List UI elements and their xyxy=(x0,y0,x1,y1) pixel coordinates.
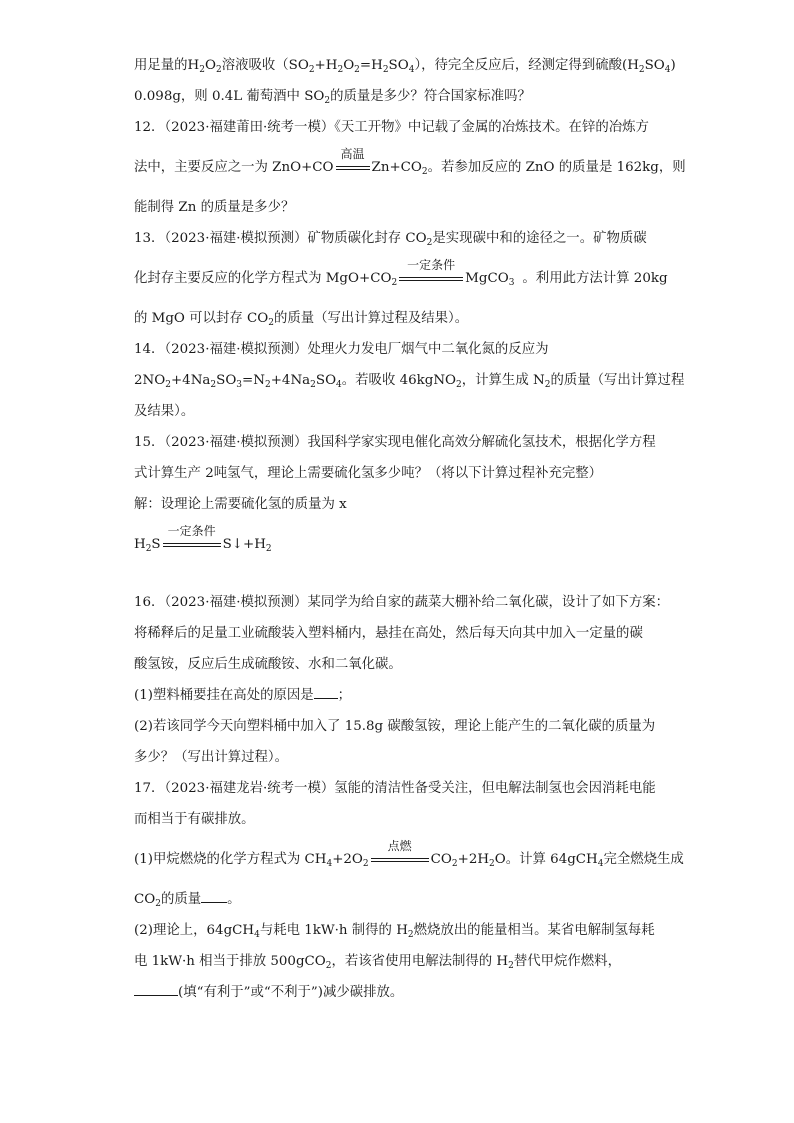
text: MgCO xyxy=(465,271,509,286)
text: 。计算 64gCH xyxy=(505,852,598,867)
text: 是实现碳中和的途径之一。矿物质碳 xyxy=(432,231,647,246)
text: 完全燃烧生成 xyxy=(603,852,684,867)
answer-blank[interactable] xyxy=(134,983,178,996)
text: 的质量是多少？符合国家标准吗？ xyxy=(330,89,531,104)
question-12-line-2 xyxy=(134,147,686,178)
subscript: 2 xyxy=(265,544,272,554)
text: SO xyxy=(216,373,237,388)
text: 13．（2023·福建·模拟预测）矿物质碳化封存 CO xyxy=(134,231,427,246)
text-line xyxy=(134,87,662,107)
subscript: 2 xyxy=(382,65,389,75)
text: ； xyxy=(337,688,352,703)
text: +4Na xyxy=(270,373,311,388)
text: SO xyxy=(644,58,665,73)
subscript: 2 xyxy=(325,961,332,971)
text: (2)若该同学今天向塑料桶中加入了 15.8g 碳酸氢铵，理论上能产生的二氧化碳的质量为 xyxy=(134,719,656,734)
subscript: 2 xyxy=(165,380,171,390)
text: 。 xyxy=(227,892,241,907)
text: 能制得 Zn 的质量是多少？ xyxy=(134,200,295,215)
text: +4Na xyxy=(170,373,211,388)
text: 化封存主要反应的化学方程式为 MgO+CO xyxy=(134,271,392,286)
question-15-equation xyxy=(134,524,662,555)
text: 用足量的H xyxy=(134,58,200,73)
text: +2H xyxy=(457,852,490,867)
text: 。若吸收 46kgNO xyxy=(341,373,457,388)
text: 0.098g，则 0.4L 葡萄酒中 SO xyxy=(134,89,325,104)
question-17-part-1 xyxy=(134,839,684,870)
subscript: 2 xyxy=(421,167,428,177)
subscript: 2 xyxy=(199,65,205,75)
text: (填“有利于”或“不利于”)减少碳排放。 xyxy=(178,985,404,1000)
text: O xyxy=(343,58,355,73)
subscript: 2 xyxy=(354,65,360,75)
answer-blank[interactable] xyxy=(314,686,338,699)
text: O xyxy=(204,58,216,73)
text: 15．（2023·福建·模拟预测）我国科学家实现电催化高效分解硫化氢技术，根据化学方程 xyxy=(134,435,656,450)
subscript: 2 xyxy=(407,930,414,940)
text: 溶液吸收（SO xyxy=(221,58,309,73)
text: S↓+H xyxy=(222,537,266,552)
text: S xyxy=(151,537,161,552)
subscript: 4 xyxy=(326,859,333,869)
text: O xyxy=(494,852,506,867)
condition-label: 点燃 xyxy=(387,839,412,853)
reaction-condition-arrow xyxy=(369,839,431,870)
subscript: 2 xyxy=(451,859,458,869)
answer-blank[interactable] xyxy=(201,890,227,903)
condition-label: 高温 xyxy=(340,147,365,161)
subscript: 2 xyxy=(310,380,316,390)
question-17-part-1-cont xyxy=(134,890,662,910)
text: (1)甲烷燃烧的化学方程式为 CH xyxy=(134,852,327,867)
text: +2O xyxy=(332,852,363,867)
subscript: 4 xyxy=(597,859,604,869)
question-13-line-1 xyxy=(134,229,662,249)
text: 。若参加反应的 ZnO 的质量是 162kg，则 xyxy=(427,160,686,175)
reaction-condition-arrow xyxy=(397,258,465,289)
question-15-line-1 xyxy=(134,433,662,453)
text: CO xyxy=(134,892,156,907)
text: 的质量（写出计算过程及结果）。 xyxy=(273,311,469,326)
question-16-line-2 xyxy=(134,624,662,644)
reaction-condition-arrow xyxy=(334,147,372,178)
question-15-line-2 xyxy=(134,464,662,484)
text: 16．（2023·福建·模拟预测）某同学为给自家的蔬菜大棚补给二氧化碳，设计了如下方案： xyxy=(134,595,669,610)
subscript: 2 xyxy=(210,380,217,390)
question-13-line-3 xyxy=(134,309,662,329)
question-16-part-1 xyxy=(134,686,662,706)
text: ，若该省使用电解法制得的 H xyxy=(331,954,509,969)
subscript: 3 xyxy=(236,380,243,390)
question-17-line-2 xyxy=(134,810,662,830)
condition-label: 一定条件 xyxy=(407,258,456,272)
subscript: 4 xyxy=(254,930,260,940)
question-14-line-1 xyxy=(134,340,662,360)
question-14-line-2 xyxy=(134,371,685,391)
condition-label: 一定条件 xyxy=(167,524,216,538)
text: 。利用此方法计算 20kg xyxy=(522,271,668,286)
question-16-line-1 xyxy=(134,593,669,613)
text: ），待完全反应后，经测定得到硫酸(H xyxy=(414,58,639,73)
text: 多少？（写出计算过程）。 xyxy=(134,750,288,765)
text: 燃烧放出的能量相当。某省电解制氢每耗 xyxy=(413,923,655,938)
text: SO xyxy=(388,58,409,73)
subscript: 2 xyxy=(264,380,271,390)
text: 将稀释后的足量工业硫酸装入塑料桶内，悬挂在高处，然后每天向其中加入一定量的碳 xyxy=(134,626,643,641)
text: 酸氢铵，反应后生成硫酸铵、水和二氧化碳。 xyxy=(134,657,402,672)
subscript: 4 xyxy=(664,65,671,75)
text: 与耗电 1kW·h 制得的 H xyxy=(259,923,408,938)
text: 的质量 xyxy=(160,892,202,907)
text: 的 MgO 可以封存 CO xyxy=(134,311,269,326)
subscript: 2 xyxy=(489,859,495,869)
question-14-line-3 xyxy=(134,402,662,422)
question-12-line-3 xyxy=(134,198,662,218)
subscript: 2 xyxy=(544,380,551,390)
text: 2NO xyxy=(134,373,166,388)
text: SO xyxy=(315,373,337,388)
text: =N xyxy=(242,373,265,388)
text: 替代甲烷作燃料， xyxy=(513,954,621,969)
question-17-part-2 xyxy=(134,921,662,941)
question-17-part-2-answer xyxy=(134,983,662,1003)
question-16-part-2-cont xyxy=(134,748,662,768)
text: (2)理论上，64gCH xyxy=(134,923,255,938)
subscript: 2 xyxy=(638,65,645,75)
question-15-line-3 xyxy=(134,495,662,515)
text: 及结果）。 xyxy=(134,404,195,419)
question-16-part-2 xyxy=(134,717,662,737)
text: =H xyxy=(359,58,383,73)
text-line xyxy=(134,56,676,76)
text: 而相当于有碳排放。 xyxy=(134,812,255,827)
document-page xyxy=(134,56,686,1003)
subscript: 2 xyxy=(362,859,369,869)
subscript: 2 xyxy=(145,544,152,554)
subscript: 4 xyxy=(408,65,415,75)
text: 法中，主要反应之一为 ZnO+CO xyxy=(134,160,334,175)
text: (1)塑料桶要挂在高处的原因是 xyxy=(134,688,314,703)
subscript: 2 xyxy=(337,65,344,75)
subscript: 2 xyxy=(155,899,161,909)
subscript: 2 xyxy=(391,278,398,288)
text: 17．（2023·福建龙岩·统考一模）氢能的清洁性备受关注，但电解法制氢也会因消耗电能 xyxy=(134,781,656,796)
text: H xyxy=(134,537,146,552)
subscript: 4 xyxy=(336,380,342,390)
question-17-part-2-cont xyxy=(134,952,662,972)
text: CO xyxy=(430,852,452,867)
reaction-condition-arrow xyxy=(161,524,223,555)
subscript: 2 xyxy=(508,961,514,971)
text: 14．（2023·福建·模拟预测）处理火力发电厂烟气中二氧化氮的反应为 xyxy=(134,342,549,357)
text: 的质量（写出计算过程 xyxy=(550,373,685,388)
text: 12．（2023·福建莆田·统考一模）《天工开物》中记载了金属的冶炼技术。在锌的冶炼方 xyxy=(134,120,649,135)
subscript: 2 xyxy=(324,96,331,106)
question-12-line-1 xyxy=(134,118,662,138)
text: 式计算生产 2吨氢气，理论上需要硫化氢多少吨？（将以下计算过程补充完整） xyxy=(134,466,603,481)
question-17-line-1 xyxy=(134,779,662,799)
subscript: 2 xyxy=(268,318,274,328)
question-13-line-2 xyxy=(134,258,668,289)
subscript: 2 xyxy=(426,238,433,248)
text: 电 1kW·h 相当于排放 500gCO xyxy=(134,954,326,969)
subscript: 2 xyxy=(215,65,222,75)
text: ) xyxy=(670,58,676,73)
subscript: 2 xyxy=(308,65,315,75)
text: ，计算生成 N xyxy=(461,373,545,388)
text: Zn+CO xyxy=(371,160,422,175)
question-16-line-3 xyxy=(134,655,662,675)
text: 解：设理论上需要硫化氢的质量为 x xyxy=(134,497,347,512)
subscript: 2 xyxy=(456,380,462,390)
text: +H xyxy=(314,58,338,73)
subscript: 3 xyxy=(508,278,515,288)
